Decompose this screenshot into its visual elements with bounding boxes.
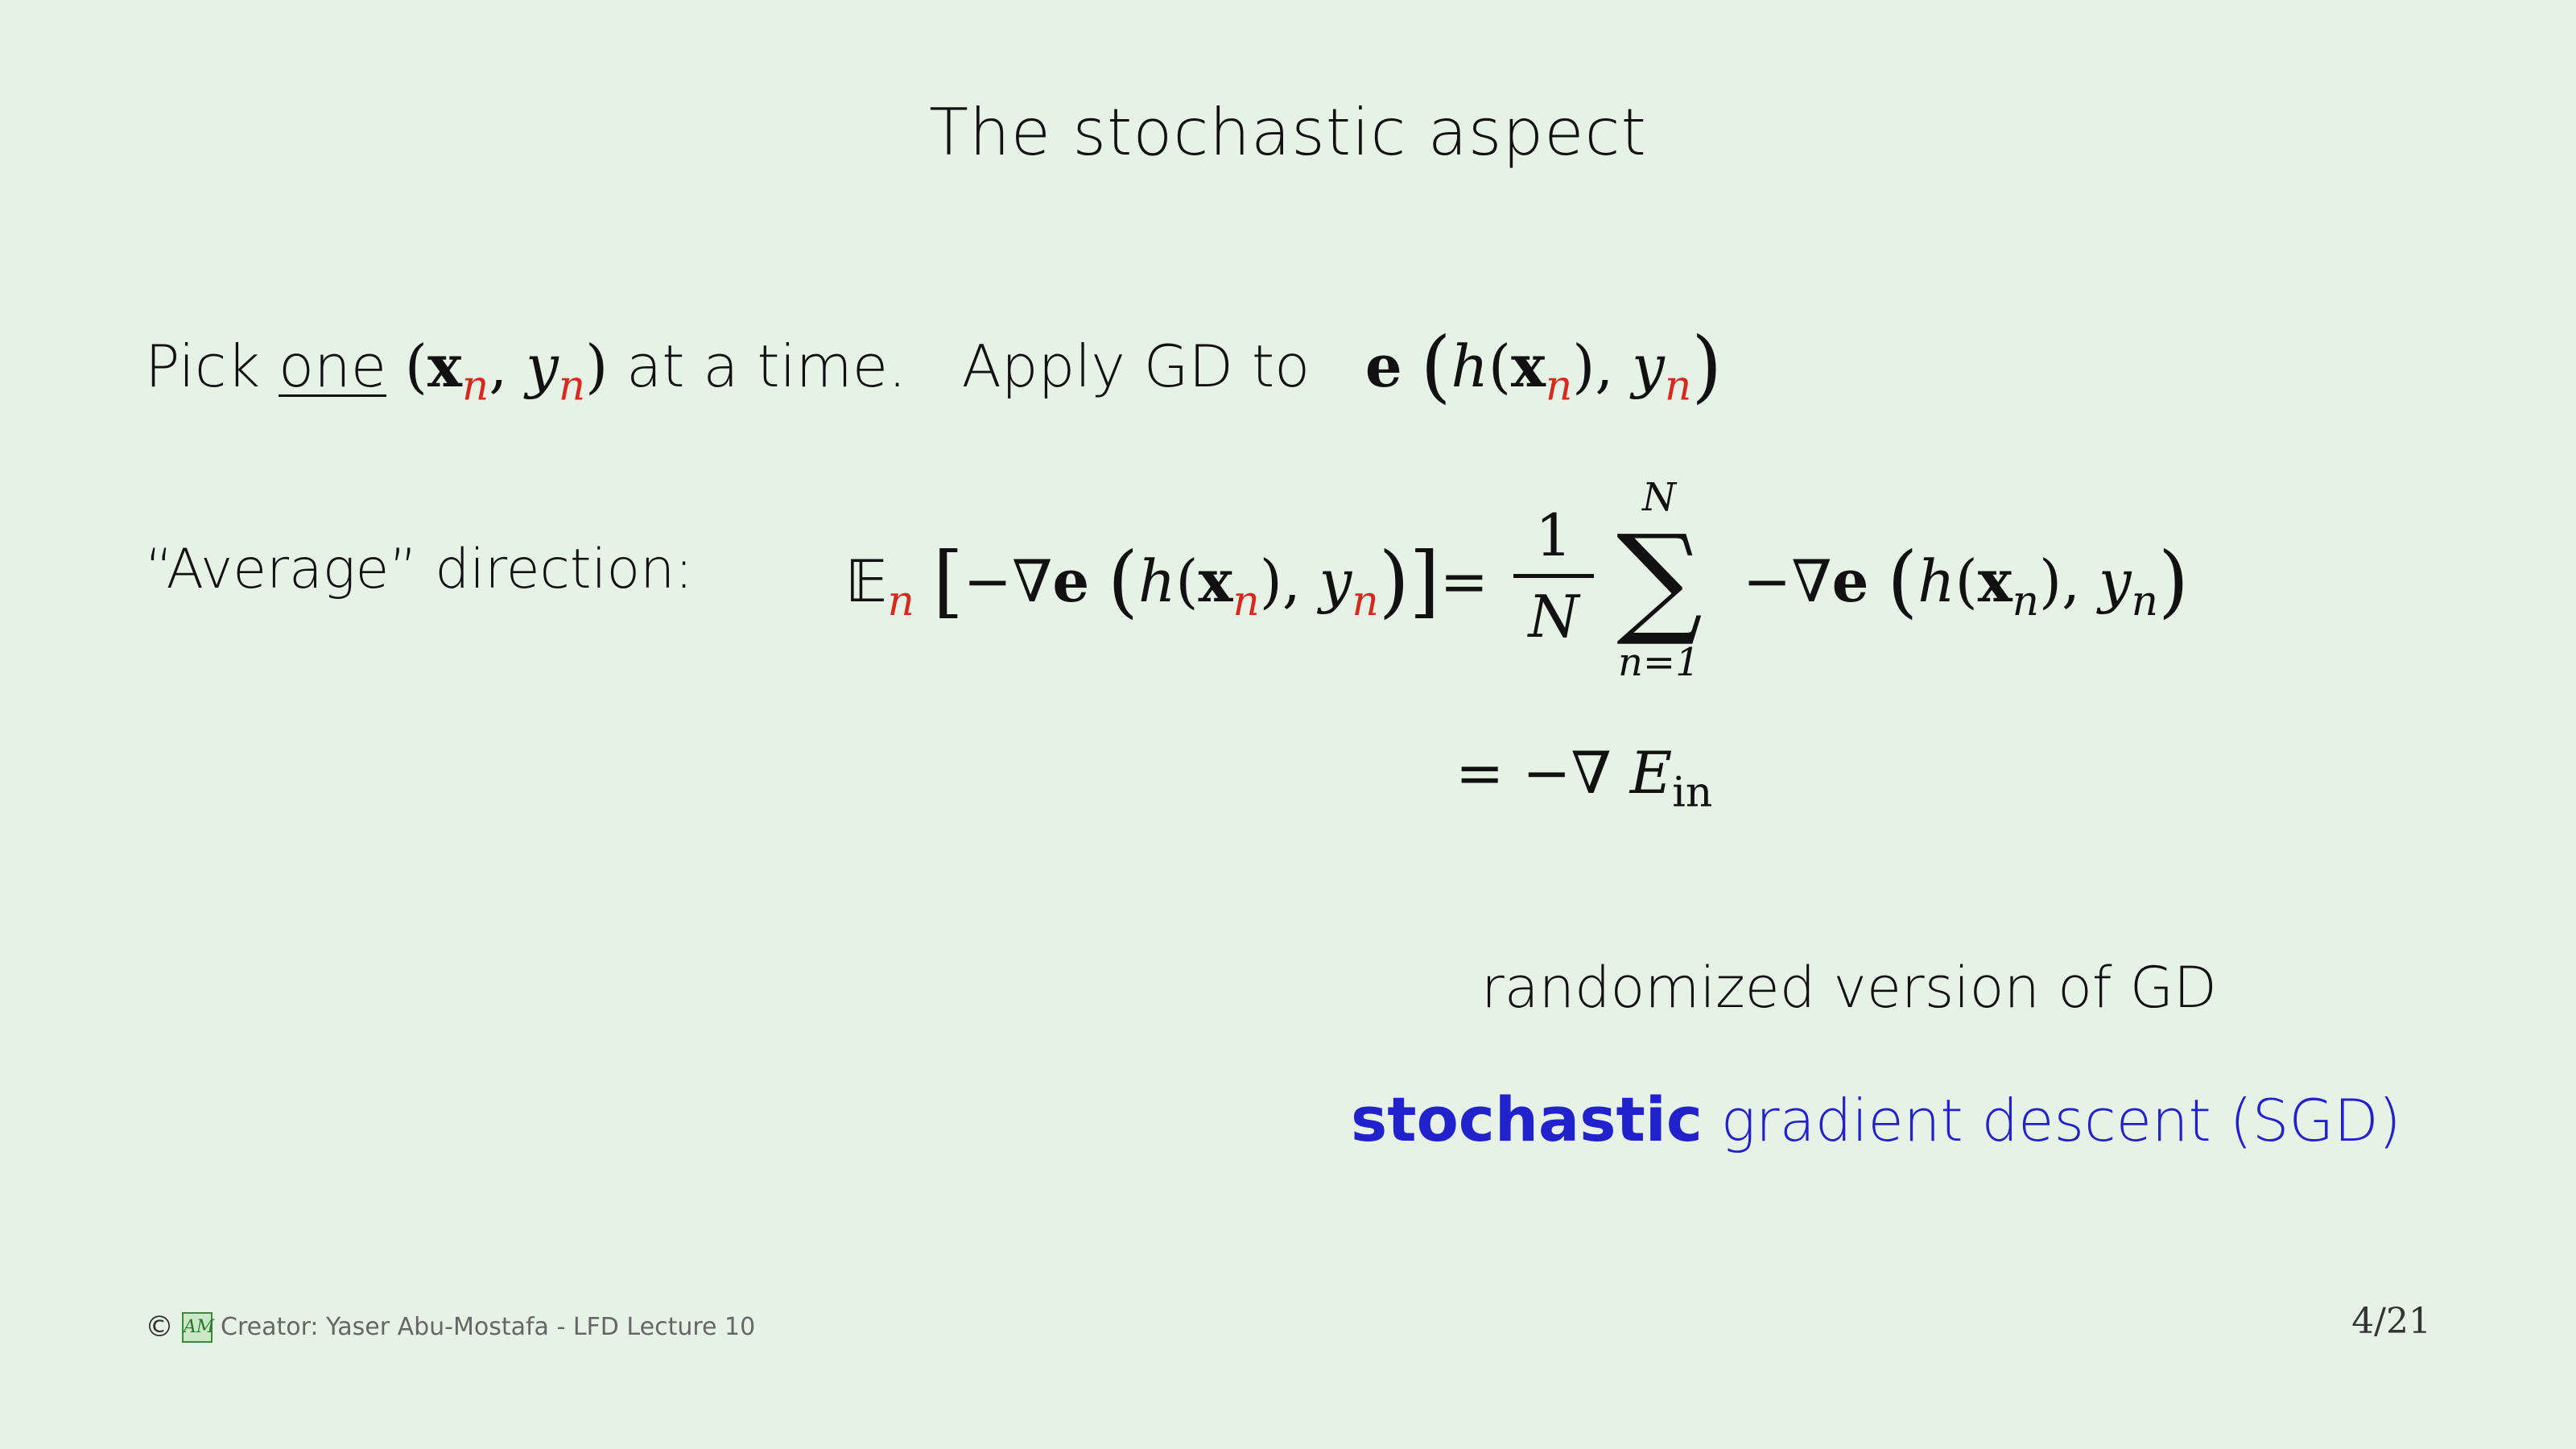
- average-direction-label: “Average” direction:: [145, 538, 694, 601]
- one-underlined: one: [279, 332, 386, 401]
- summation-sign: ∑: [1616, 510, 1703, 650]
- pair-math: ($x_n$, $y_n$): [404, 332, 609, 411]
- slide-title: The stochastic aspect: [929, 95, 1647, 170]
- page-number: 4/21: [2351, 1301, 2431, 1342]
- fraction-bar: [1513, 574, 1594, 578]
- ein-subscript: in: [1672, 768, 1713, 817]
- fraction-denominator: N: [1528, 583, 1579, 650]
- footer: [145, 1311, 755, 1344]
- copyright-icon: ©: [145, 1311, 174, 1344]
- creator-text: Creator: Yaser Abu-Mostafa - LFD Lecture 10: [221, 1313, 756, 1341]
- sum-upper-limit: N: [1642, 475, 1676, 520]
- summand-expression: −∇e ($h(x_n)$, $y_n$): [1743, 535, 2189, 626]
- apply-gd-text: Apply GD to: [961, 332, 1311, 401]
- sgd-line: [1351, 1084, 2401, 1155]
- negative-gradient-ein: = −∇ $E_{in}$: [1455, 739, 1713, 817]
- at-a-time-text: at a time.: [626, 332, 906, 401]
- caltech-logo-icon: AM: [182, 1312, 213, 1343]
- sgd-stochastic-word: stochastic: [1351, 1084, 1703, 1155]
- sum-lower-limit: n=1: [1618, 640, 1700, 685]
- expectation-lhs: 𝔼$_n$ [−∇e ($h(x_n)$, $y_n)]=$: [845, 535, 1488, 626]
- randomized-version-text: randomized version of GD: [1481, 955, 2217, 1021]
- pick-one-line: [145, 320, 1722, 411]
- error-expression: e ($h(x_n)$, $y_n$): [1364, 320, 1723, 411]
- sgd-rest-text: gradient descent (SGD): [1720, 1087, 2401, 1154]
- one-over-n-fraction: [1513, 503, 1594, 649]
- fraction-numerator: 1: [1535, 502, 1572, 569]
- pick-text: Pick: [145, 332, 261, 401]
